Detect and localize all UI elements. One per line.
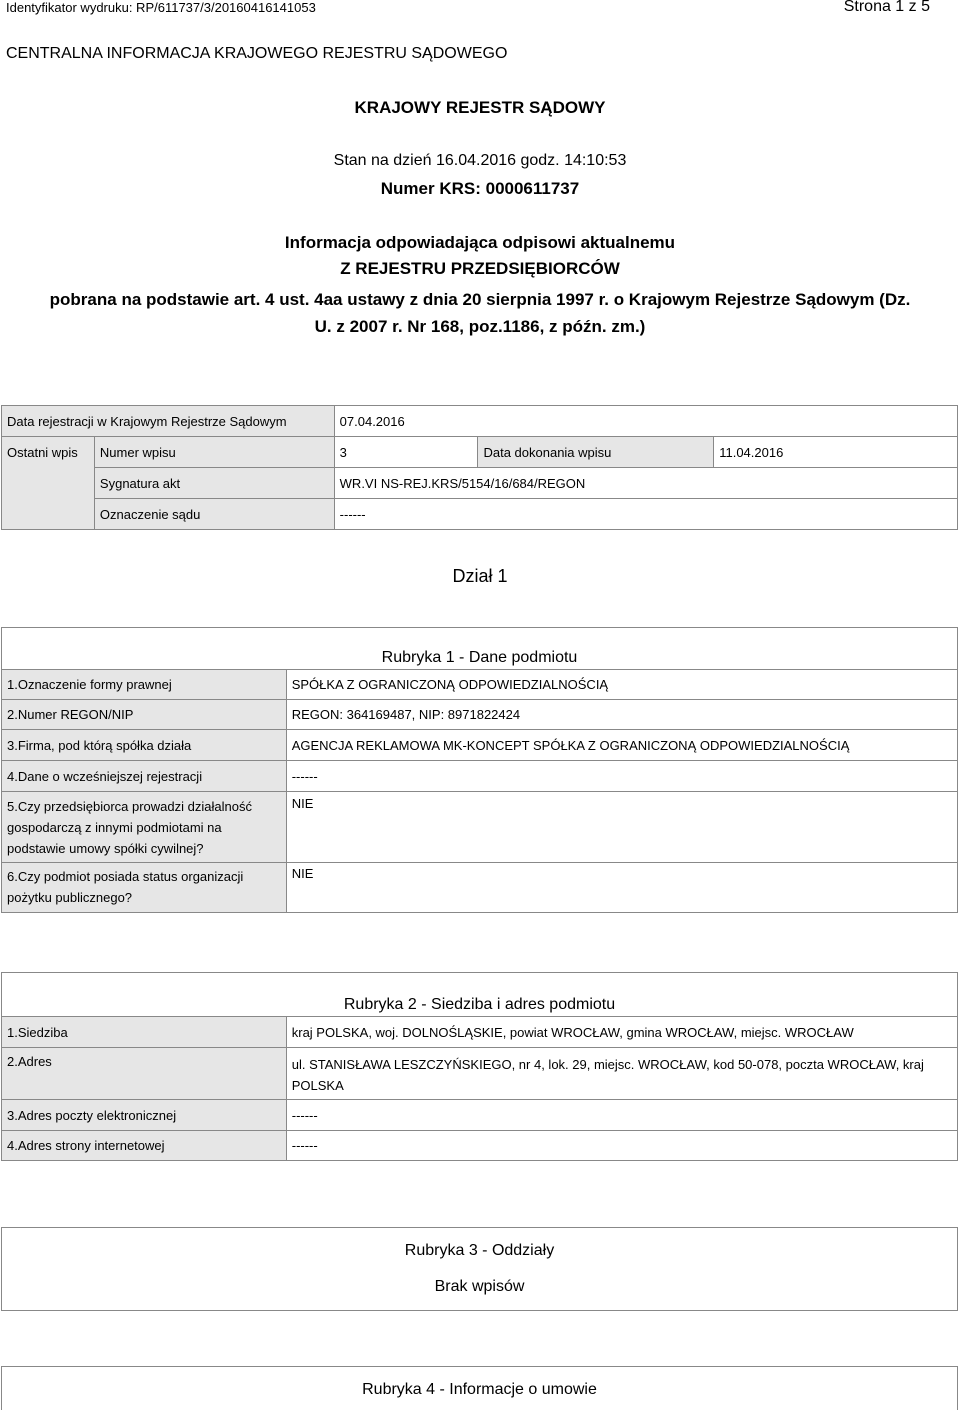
entry-date-label: Data dokonania wpisu bbox=[478, 437, 714, 468]
row-value: NIE bbox=[286, 792, 957, 863]
row-value: ------ bbox=[286, 1100, 957, 1131]
registration-date-label: Data rejestracji w Krajowym Rejestrze Sądowym bbox=[2, 406, 335, 437]
document-title: KRAJOWY REJESTR SĄDOWY bbox=[354, 98, 606, 117]
row-label: 3.Firma, pod którą spółka działa bbox=[2, 730, 287, 761]
rubryka-4-title: Rubryka 4 - Informacje o umowie bbox=[362, 1381, 597, 1398]
row-label: 5.Czy przedsiębiorca prowadzi działalność gospodarczą z innymi podmiotami na podstawie umowy spółki cywilnej? bbox=[2, 792, 287, 863]
print-id: Identyfikator wydruku: RP/611737/3/20160416141053 bbox=[6, 0, 316, 15]
signature-label: Sygnatura akt bbox=[94, 468, 334, 499]
entry-date-value: 11.04.2016 bbox=[714, 437, 958, 468]
rubryka-3-value: Brak wpisów bbox=[434, 1278, 525, 1295]
court-label: Oznaczenie sądu bbox=[94, 499, 334, 530]
rubryka-2-table bbox=[1, 972, 958, 1161]
section-title: Dział 1 bbox=[452, 566, 508, 586]
entry-number-label: Numer wpisu bbox=[94, 437, 334, 468]
row-label: 1.Siedziba bbox=[2, 1017, 287, 1048]
row-label: 4.Dane o wcześniejszej rejestracji bbox=[2, 761, 287, 792]
rubryka-1-title: Rubryka 1 - Dane podmiotu bbox=[2, 628, 958, 670]
row-value: NIE bbox=[286, 863, 957, 913]
row-value: kraj POLSKA, woj. DOLNOŚLĄSKIE, powiat WROCŁAW, gmina WROCŁAW, miejsc. WROCŁAW bbox=[286, 1017, 957, 1048]
registration-date-value: 07.04.2016 bbox=[334, 406, 957, 437]
row-label: 2.Numer REGON/NIP bbox=[2, 700, 287, 730]
state-date: Stan na dzień 16.04.2016 godz. 14:10:53 bbox=[333, 152, 627, 169]
row-value: ul. STANISŁAWA LESZCZYŃSKIEGO, nr 4, lok. 29, miejsc. WROCŁAW, kod 50-078, poczta WROCŁAW, kraj POLSKA bbox=[286, 1048, 957, 1100]
registration-table bbox=[1, 405, 958, 530]
rubryka-2-title: Rubryka 2 - Siedziba i adres podmiotu bbox=[2, 973, 958, 1017]
row-label: 3.Adres poczty elektronicznej bbox=[2, 1100, 287, 1131]
rubryka-3-box bbox=[1, 1227, 958, 1311]
row-value: ------ bbox=[286, 1131, 957, 1161]
row-value: SPÓŁKA Z OGRANICZONĄ ODPOWIEDZIALNOŚCIĄ bbox=[286, 670, 957, 700]
row-label: 1.Oznaczenie formy prawnej bbox=[2, 670, 287, 700]
row-value: AGENCJA REKLAMOWA MK-KONCEPT SPÓŁKA Z OGRANICZONĄ ODPOWIEDZIALNOŚCIĄ bbox=[286, 730, 957, 761]
institution-name: CENTRALNA INFORMACJA KRAJOWEGO REJESTRU SĄDOWEGO bbox=[6, 45, 508, 62]
entry-number-value: 3 bbox=[334, 437, 478, 468]
last-entry-text: Ostatni wpis bbox=[7, 444, 78, 460]
row-label: 4.Adres strony internetowej bbox=[2, 1131, 287, 1161]
krs-number: Numer KRS: 0000611737 bbox=[380, 179, 580, 198]
row-value: ------ bbox=[286, 761, 957, 792]
signature-value: WR.VI NS-REJ.KRS/5154/16/684/REGON bbox=[334, 468, 957, 499]
row-value: REGON: 364169487, NIP: 8971822424 bbox=[286, 700, 957, 730]
rubryka-3-title: Rubryka 3 - Oddziały bbox=[404, 1242, 555, 1259]
register-name: Z REJESTRU PRZEDSIĘBIORCÓW bbox=[340, 259, 620, 278]
court-value: ------ bbox=[334, 499, 957, 530]
page-number: Strona 1 z 5 bbox=[843, 0, 930, 15]
row-label: 2.Adres bbox=[2, 1048, 287, 1100]
info-title: Informacja odpowiadająca odpisowi aktualnemu bbox=[284, 233, 676, 252]
row-label: 6.Czy podmiot posiada status organizacji pożytku publicznego? bbox=[2, 863, 287, 913]
last-entry-label bbox=[2, 437, 95, 530]
rubryka-1-table bbox=[1, 627, 958, 913]
rubryka-4-box bbox=[1, 1366, 958, 1410]
legal-basis: pobrana na podstawie art. 4 ust. 4aa ustawy z dnia 20 sierpnia 1997 r. o Krajowym Rejestrze Sądowym (Dz. U. z 2007 r. Nr 168, poz.1186, z późn. zm.) bbox=[49, 290, 911, 336]
